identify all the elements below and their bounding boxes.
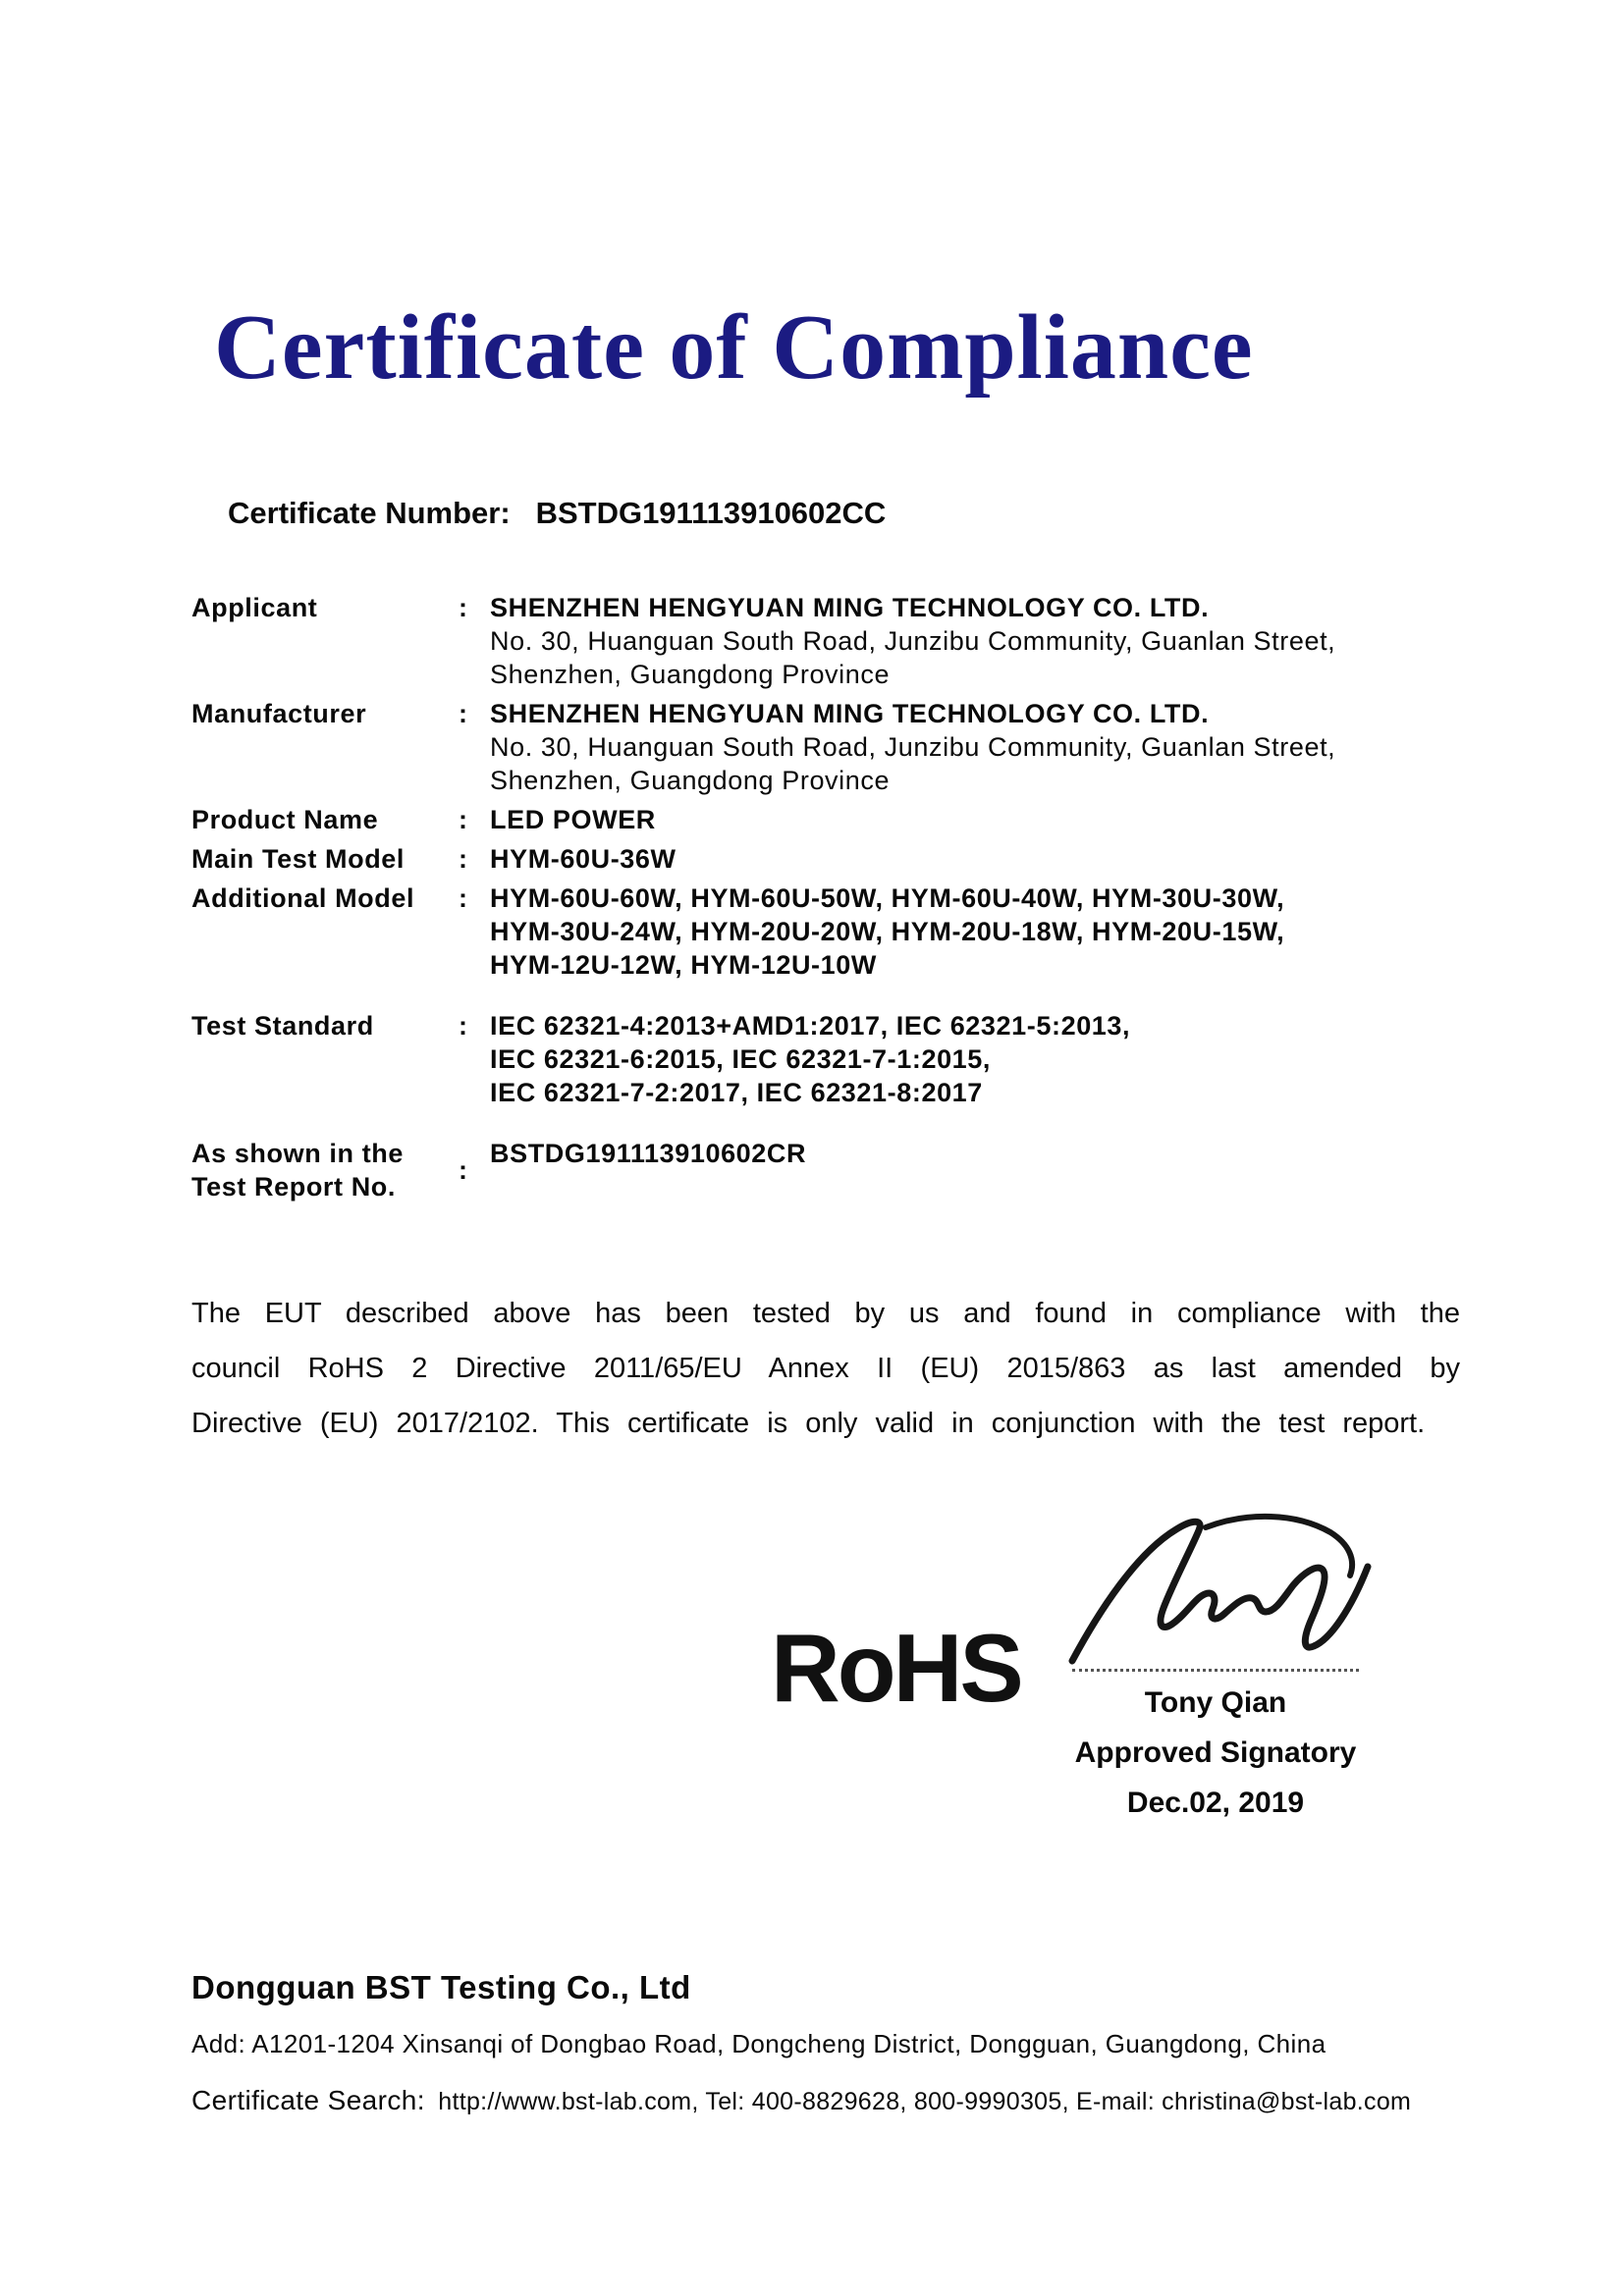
lab-name: Dongguan BST Testing Co., Ltd — [191, 1969, 691, 2005]
compliance-statement: The EUT described above has been tested by us and found in compliance with the council RoHS 2 Directive 2011/65/EU Annex II (EU) 2015/863 as last amended by Directive (EU) 2017/2102. This certificate is only valid in conjunction with the test report. — [191, 1298, 1460, 1439]
certificate-number — [228, 496, 886, 531]
field-label: Test Standard — [191, 1011, 374, 1041]
field-value — [490, 591, 1468, 691]
field-value-line: IEC 62321-6:2015, IEC 62321-7-1:2015, — [490, 1044, 992, 1074]
field-value — [490, 1009, 1468, 1109]
field-value-line: IEC 62321-4:2013+AMD1:2017, IEC 62321-5:2013, — [490, 1011, 1131, 1041]
field-value-line: BSTDG191113910602CR — [490, 1139, 807, 1168]
field-label: Additional Model — [191, 883, 415, 913]
field-value-line: No. 30, Huanguan South Road, Junzibu Community, Guanlan Street, — [490, 626, 1336, 656]
field-label: Product Name — [191, 805, 379, 834]
field-value-line: HYM-60U-60W, HYM-60U-50W, HYM-60U-40W, HYM-30U-30W, — [490, 883, 1285, 913]
field-label: Main Test Model — [191, 844, 406, 874]
field-colon: : — [459, 1011, 468, 1041]
field-value-line: SHENZHEN HENGYUAN MING TECHNOLOGY CO. LTD. — [490, 593, 1210, 622]
signature-block — [1072, 1669, 1359, 1821]
lab-address: Add: A1201-1204 Xinsanqi of Dongbao Road, Dongcheng District, Dongguan, Guangdong, China — [191, 2029, 1326, 2058]
certificate-number-value: BSTDG191113910602CC — [535, 496, 887, 530]
field-value-line: Shenzhen, Guangdong Province — [490, 660, 891, 689]
field-value — [490, 842, 1468, 876]
field-label-line: Test Report No. — [191, 1172, 397, 1201]
field-label: Applicant — [191, 593, 318, 622]
page-title: Certificate of Compliance — [214, 296, 1254, 399]
field-row-additional-model — [191, 881, 1468, 982]
field-colon: : — [459, 805, 468, 834]
field-value — [490, 803, 1468, 836]
field-colon: : — [459, 699, 468, 728]
field-row-manufacturer — [191, 697, 1468, 797]
field-value-line: HYM-12U-12W, HYM-12U-10W — [490, 950, 877, 980]
certificate-search-line — [191, 2084, 1468, 2122]
signatory-role: Approved Signatory — [1074, 1736, 1357, 1769]
certificate-number-spacer — [518, 496, 527, 530]
signature-icon — [1058, 1504, 1382, 1676]
field-value-line: Shenzhen, Guangdong Province — [490, 766, 891, 795]
field-value — [490, 1137, 1468, 1203]
field-label — [191, 1137, 459, 1203]
signature-line — [1072, 1669, 1359, 1672]
signature-date: Dec.02, 2019 — [1126, 1787, 1305, 1819]
field-colon: : — [459, 844, 468, 874]
field-value-line: IEC 62321-7-2:2017, IEC 62321-8:2017 — [490, 1078, 983, 1107]
certificate-search-info: http://www.bst-lab.com, Tel: 400-8829628, 800-9990305, E-mail: christina@bst-lab.com — [438, 2088, 1412, 2115]
field-value-line: No. 30, Huanguan South Road, Junzibu Community, Guanlan Street, — [490, 732, 1336, 762]
field-colon: : — [459, 593, 468, 622]
field-row-test-standard — [191, 1009, 1468, 1109]
field-row-applicant — [191, 591, 1468, 691]
field-colon: : — [459, 1155, 468, 1185]
field-row-main-test-model — [191, 842, 1468, 876]
field-colon: : — [459, 883, 468, 913]
certificate-search-spacer — [429, 2097, 433, 2113]
field-value — [490, 881, 1468, 982]
field-row-product-name — [191, 803, 1468, 836]
field-value-line: HYM-60U-36W — [490, 844, 677, 874]
field-value-line: HYM-30U-24W, HYM-20U-20W, HYM-20U-18W, HYM-20U-15W, — [490, 917, 1285, 946]
field-value-line: SHENZHEN HENGYUAN MING TECHNOLOGY CO. LTD. — [490, 699, 1210, 728]
field-label-line: As shown in the — [191, 1139, 405, 1168]
field-value — [490, 697, 1468, 797]
rohs-mark: RoHS — [771, 1614, 1021, 1722]
field-row-test-report-no — [191, 1137, 1468, 1203]
footer — [191, 1968, 1468, 2122]
field-label: Manufacturer — [191, 699, 367, 728]
certificate-search-label: Certificate Search: — [191, 2085, 425, 2115]
info-table — [191, 591, 1468, 1209]
signatory-name: Tony Qian — [1144, 1686, 1287, 1719]
certificate-number-label: Certificate Number: — [228, 496, 511, 530]
field-value-line: LED POWER — [490, 805, 656, 834]
